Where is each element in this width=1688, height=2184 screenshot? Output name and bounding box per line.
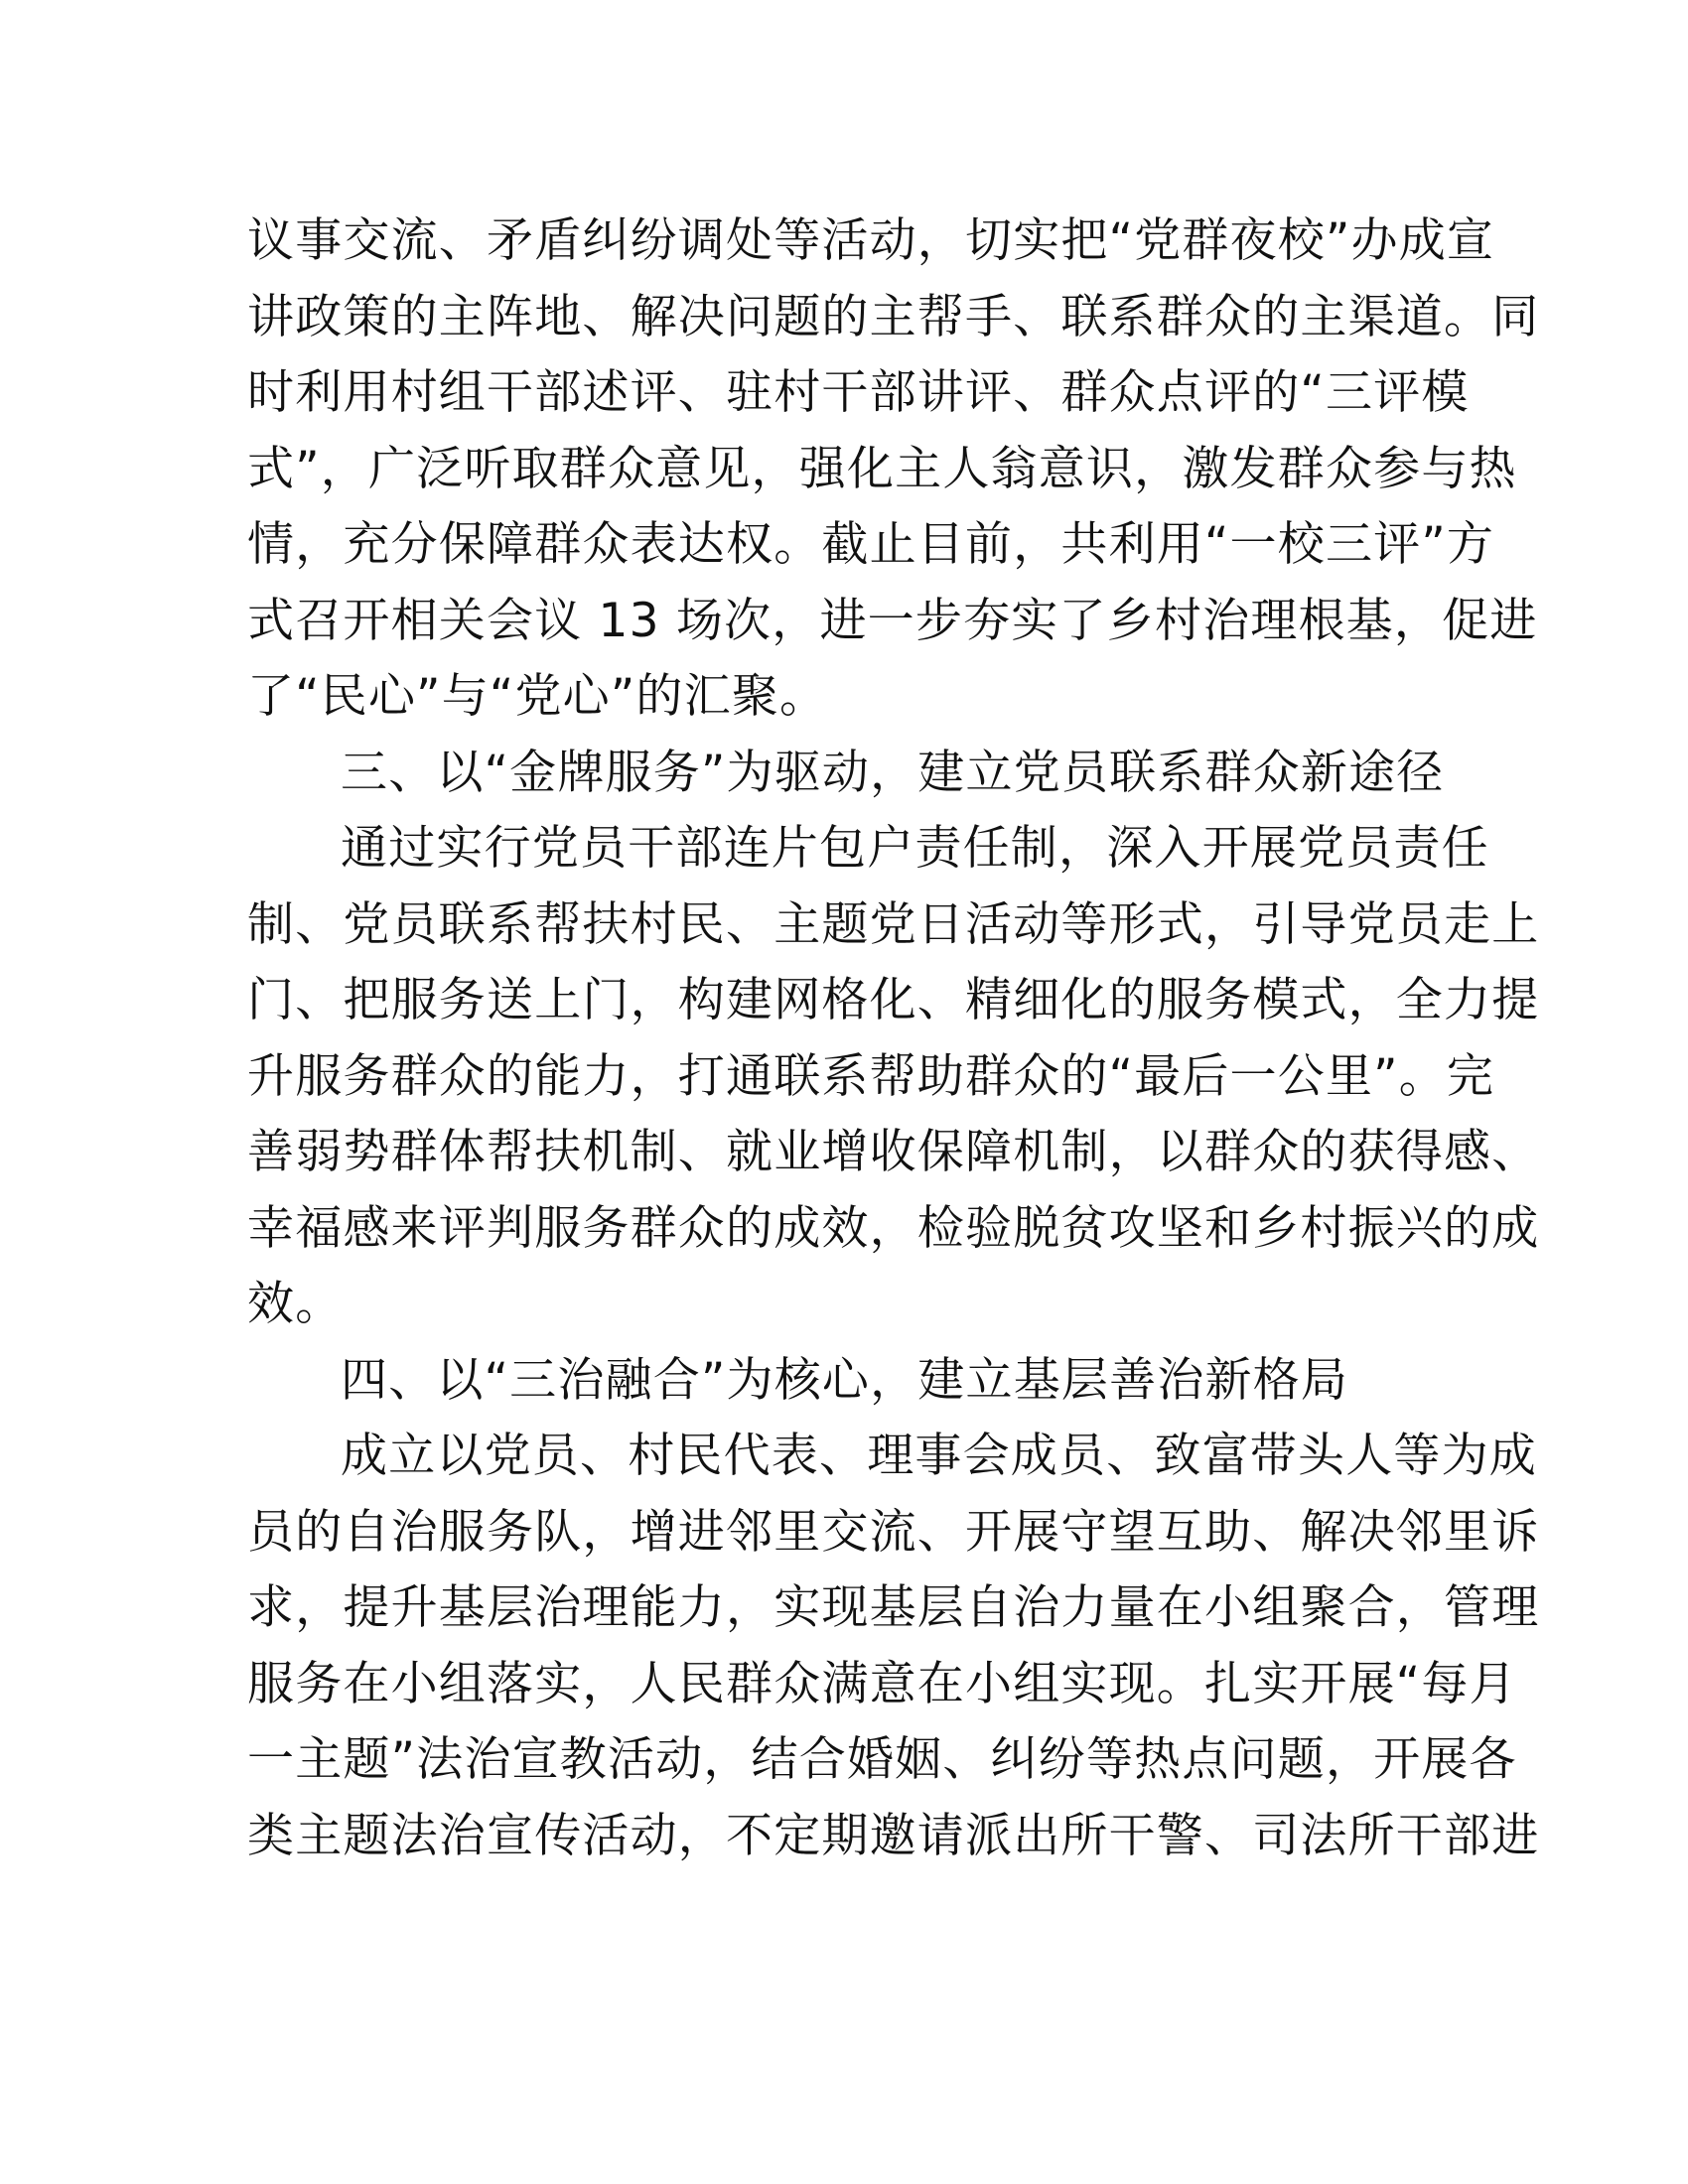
paragraph-line: 通过实行党员干部连片包户责任制，深入开展党员责任 xyxy=(341,821,1489,876)
paragraph-line: 善弱势群体帮扶机制、就业增收保障机制，以群众的获得感、 xyxy=(247,1125,1540,1179)
paragraph-line: 一主题”法治宣教活动，结合婚姻、纠纷等热点问题，开展各 xyxy=(247,1732,1517,1787)
paragraph-line: 员的自治服务队，增进邻里交流、开展守望互助、解决邻里诉 xyxy=(247,1504,1540,1560)
paragraph-line: 效。 xyxy=(247,1277,344,1331)
paragraph-line: 式召开相关会议 13 场次，进一步夯实了乡村治理根基，促进 xyxy=(247,593,1538,648)
paragraph-line: 服务在小组落实，人民群众满意在小组实现。扎实开展“每月 xyxy=(247,1656,1517,1711)
paragraph-line: 议事交流、矛盾纠纷调处等活动，切实把“党群夜校”办成宣 xyxy=(247,213,1495,268)
paragraph-line: 了“民心”与“党心”的汇聚。 xyxy=(247,669,828,724)
paragraph-line: 讲政策的主阵地、解决问题的主帮手、联系群众的主渠道。同 xyxy=(247,289,1540,344)
paragraph-line: 幸福感来评判服务群众的成效，检验脱贫攻坚和乡村振兴的成 xyxy=(247,1200,1540,1256)
paragraph-line: 成立以党员、村民代表、理事会成员、致富带头人等为成 xyxy=(341,1429,1537,1483)
paragraph-line: 类主题法治宣传活动，不定期邀请派出所干警、司法所干部进 xyxy=(247,1808,1540,1863)
paragraph-line: 制、党员联系帮扶村民、主题党日活动等形式，引导党员走上 xyxy=(247,896,1540,952)
paragraph-line: 门、把服务送上门，构建网格化、精细化的服务模式，全力提 xyxy=(247,973,1540,1027)
section-heading-3: 三、以“金牌服务”为驱动，建立党员联系群众新途径 xyxy=(341,745,1445,800)
section-heading-4: 四、以“三治融合”为核心，建立基层善治新格局 xyxy=(341,1352,1349,1408)
paragraph-line: 时利用村组干部述评、驻村干部讲评、群众点评的“三评模 xyxy=(247,365,1470,420)
paragraph-line: 求，提升基层治理能力，实现基层自治力量在小组聚合，管理 xyxy=(247,1580,1540,1635)
document-body xyxy=(247,204,1540,1874)
paragraph-line: 式”，广泛听取群众意见，强化主人翁意识，激发群众参与热 xyxy=(247,441,1517,496)
paragraph-line: 升服务群众的能力，打通联系帮助群众的“最后一公里”。完 xyxy=(247,1048,1495,1104)
paragraph-line: 情，充分保障群众表达权。截止目前，共利用“一校三评”方 xyxy=(247,517,1495,572)
